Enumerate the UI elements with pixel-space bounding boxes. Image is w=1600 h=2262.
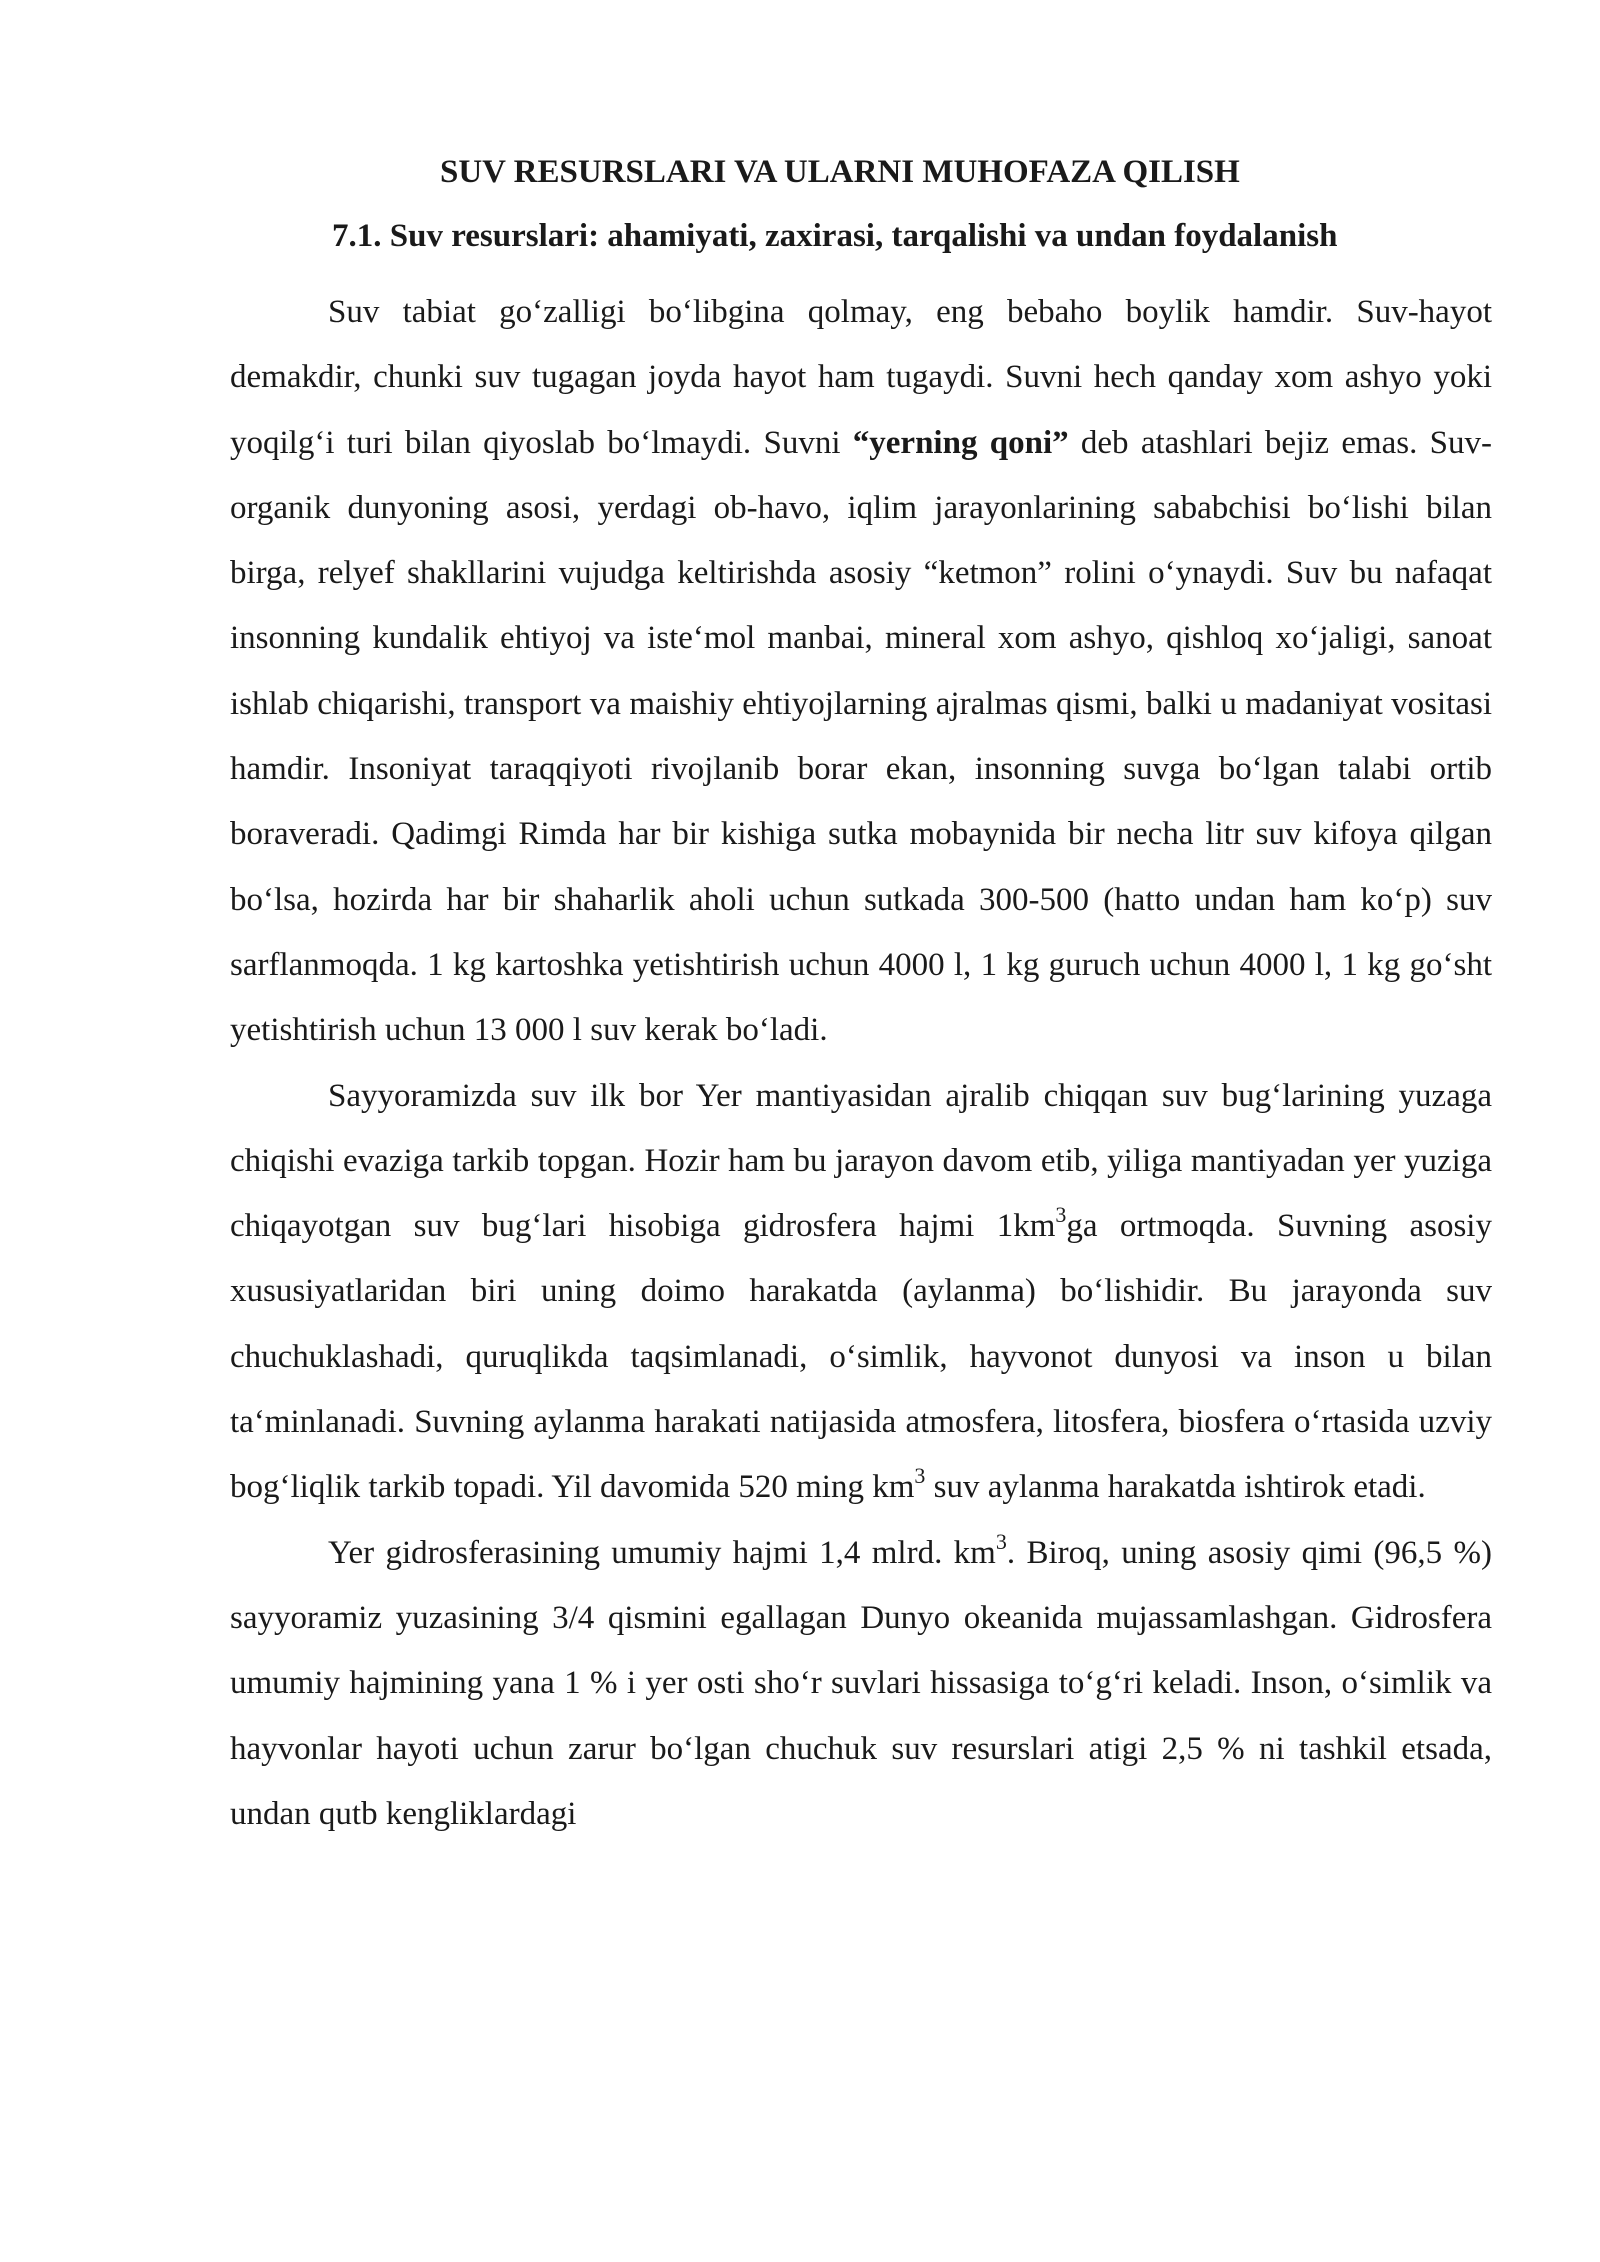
paragraph-2-text-a: Sayyoramizda suv ilk bor Yer mantiyasidan ajralib chiqqan suv bug‘larining yuzaga chiqishi evaziga tarkib topgan. Hozir ham bu jarayon davom etib, yiliga mantiyadan yer yuziga chiqayotgan suv bug‘lari hisobiga gidrosfera hajmi 1km: [230, 1077, 1492, 1245]
paragraph-1-text-b: deb atashlari bejiz emas. Suv-organik dunyoning asosi, yerdagi ob-havo, iqlim jarayonlarining sababchisi bo‘lishi bilan birga, relyef shakllarini vujudga keltirishda asosiy “ketmon” rolini o‘ynaydi. Suv bu nafaqat insonning kundalik ehtiyoj va iste‘mol manbai, mineral xom ashyo, qishloq xo‘jaligi, sanoat ishlab chiqarishi, transport va maishiy ehtiyojlarning ajralmas qismi, balki u madaniyat vositasi hamdir. Insoniyat taraqqiyoti rivojlanib borar ekan, insonning suvga bo‘lgan talabi ortib boraveradi. Qadimgi Rimda har bir kishiga sutka mobaynida bir necha litr suv kifoya qilgan bo‘lsa, hozirda har bir shaharlik aholi uchun sutkada 300-500 (hatto undan ham ko‘p) suv sarflanmoqda. 1 kg kartoshka yetishtirish uchun 4000 l, 1 kg guruch uchun 4000 l, 1 kg go‘sht yetishtirish uchun 13 000 l suv kerak bo‘ladi.: [230, 424, 1493, 1049]
paragraph-1: [230, 280, 1492, 1064]
superscript-cubed: 3: [914, 1463, 926, 1489]
superscript-cubed: 3: [995, 1528, 1007, 1554]
paragraph-2: [230, 1064, 1492, 1521]
paragraph-2-text-b: ga ortmoqda. Suvning asosiy xususiyatlaridan biri uning doimo harakatda (aylanma) bo‘lishidir. Bu jarayonda suv chuchuklashadi, quruqlikda taqsimlanadi, o‘simlik, hayvonot dunyosi va inson u bilan ta‘minlanadi. Suvning aylanma harakati natijasida atmosfera, litosfera, biosfera o‘rtasida uzviy bog‘liqlik tarkib topadi. Yil davomida 520 ming km: [230, 1208, 1492, 1506]
paragraph-1-bold-quote: “yerning qoni”: [852, 424, 1069, 461]
paragraph-3-text-a: Yer gidrosferasining umumiy hajmi 1,4 mlrd. km: [328, 1534, 996, 1571]
paragraph-1-text-a: Suv tabiat go‘zalligi bo‘libgina qolmay, eng bebaho boylik hamdir. Suv-hayot demakdir, chunki suv tugagan joyda hayot ham tugaydi. Suvni hech qanday xom ashyo yoki yoqilg‘i turi bilan qiyoslab bo‘lmaydi. Suvni: [230, 294, 1492, 461]
superscript-cubed: 3: [1055, 1202, 1067, 1228]
paragraph-3: [230, 1521, 1492, 1847]
section-heading: 7.1. Suv resurslari: ahamiyati, zaxirasi, tarqalishi va undan foydalanish: [332, 218, 1338, 254]
paragraph-2-text-c: suv aylanma harakatda ishtirok etadi.: [925, 1469, 1426, 1506]
page-title: SUV RESURSLARI VA ULARNI MUHOFAZA QILISH: [440, 154, 1240, 190]
document-page: [230, 150, 1492, 1847]
paragraph-3-text-b: . Biroq, uning asosiy qimi (96,5 %) sayyoramiz yuzasining 3/4 qismini egallagan Dunyo okeanida mujassamlashgan. Gidrosfera umumiy hajmining yana 1 % i yer osti sho‘r suvlari hissasiga to‘g‘ri keladi. Inson, o‘simlik va hayvonlar hayoti uchun zarur bo‘lgan chuchuk suv resurslari atigi 2,5 % ni tashkil etsada, undan qutb kengliklardagi: [230, 1534, 1492, 1832]
